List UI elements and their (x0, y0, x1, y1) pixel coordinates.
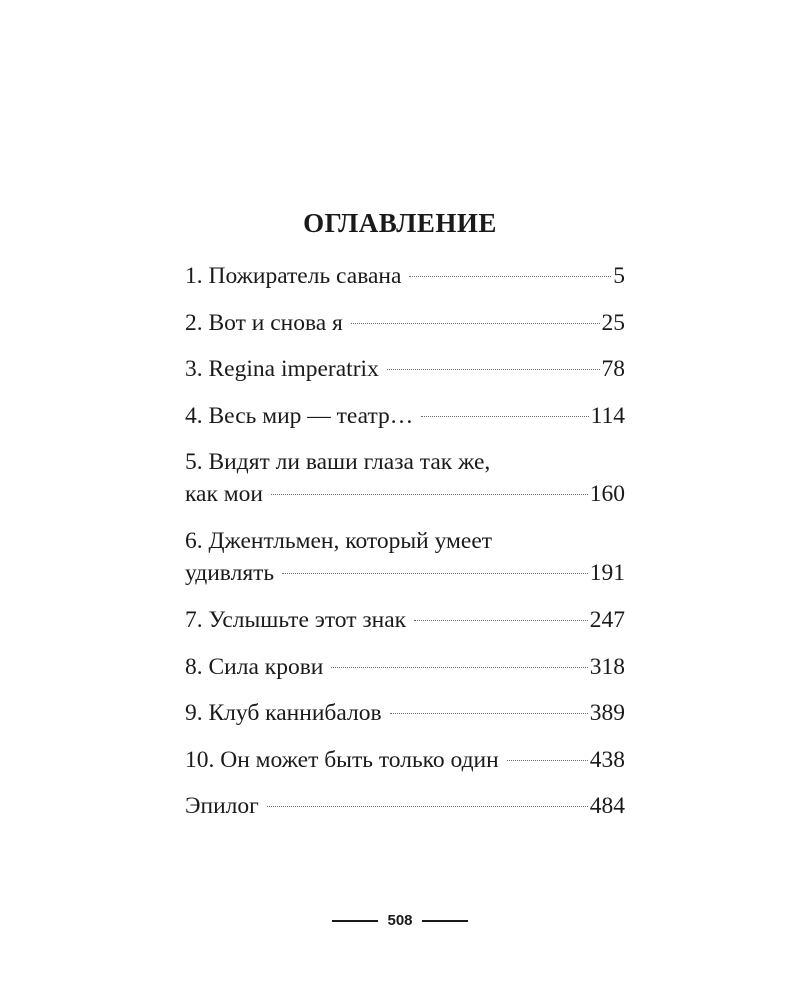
toc-entry-4[interactable] (185, 400, 625, 447)
toc-entry-title: 6. Джентльмен, который умеет (185, 528, 493, 554)
toc-entry-page: 78 (601, 356, 625, 382)
dot-leader (387, 369, 600, 370)
dot-leader (507, 760, 588, 761)
folio-rule-right (422, 920, 468, 922)
toc-entry-5[interactable] (185, 446, 625, 525)
toc-entry-7[interactable] (185, 604, 625, 651)
toc-entry-title-continued: удивлять (185, 560, 275, 586)
dot-leader (282, 573, 588, 574)
table-of-contents (185, 260, 625, 837)
toc-entry-title: 9. Клуб каннибалов (185, 700, 382, 726)
toc-entry-1[interactable] (185, 260, 625, 307)
toc-entry-page: 114 (590, 402, 625, 429)
toc-entry-page: 191 (589, 560, 625, 586)
page-footer (0, 912, 800, 929)
toc-entry-page: 438 (589, 746, 625, 773)
dot-leader (331, 667, 587, 668)
toc-entry-epilogue[interactable] (185, 790, 625, 837)
page-number: 508 (387, 912, 413, 929)
toc-entry-title-continued: как мои (185, 481, 263, 507)
toc-entry-page: 160 (589, 481, 625, 507)
toc-entry-title: 8. Сила крови (185, 653, 324, 680)
toc-entry-page: 318 (589, 653, 625, 680)
toc-entry-title: 4. Весь мир — театр… (185, 402, 414, 429)
toc-entry-2[interactable] (185, 307, 625, 354)
toc-entry-page: 247 (589, 607, 625, 633)
folio-rule-left (332, 920, 378, 922)
toc-entry-title: 10. Он может быть только один (185, 746, 499, 773)
toc-entry-title: 2. Вот и снова я (185, 309, 343, 336)
toc-entry-3[interactable] (185, 353, 625, 400)
toc-entry-page: 25 (601, 309, 625, 336)
toc-entry-9[interactable] (185, 697, 625, 744)
toc-entry-6[interactable] (185, 525, 625, 604)
toc-entry-10[interactable] (185, 744, 625, 791)
toc-entry-8[interactable] (185, 651, 625, 698)
toc-entry-title: 7. Услышьте этот знак (185, 607, 407, 633)
toc-entry-title: 5. Видят ли ваши глаза так же, (185, 449, 491, 475)
dot-leader (267, 806, 588, 807)
dot-leader (414, 620, 588, 621)
dot-leader (409, 276, 611, 277)
toc-entry-title: 1. Пожиратель савана (185, 263, 402, 289)
page-title: ОГЛАВЛЕНИЕ (303, 208, 497, 238)
toc-entry-page: 5 (613, 263, 625, 289)
toc-entry-title: 3. Regina imperatrix (185, 356, 379, 382)
dot-leader (390, 713, 588, 714)
toc-entry-title: Эпилог (185, 793, 259, 819)
dot-leader (271, 494, 588, 495)
dot-leader (421, 416, 588, 417)
toc-entry-page: 389 (589, 700, 625, 726)
dot-leader (351, 323, 600, 324)
toc-entry-page: 484 (589, 793, 625, 819)
